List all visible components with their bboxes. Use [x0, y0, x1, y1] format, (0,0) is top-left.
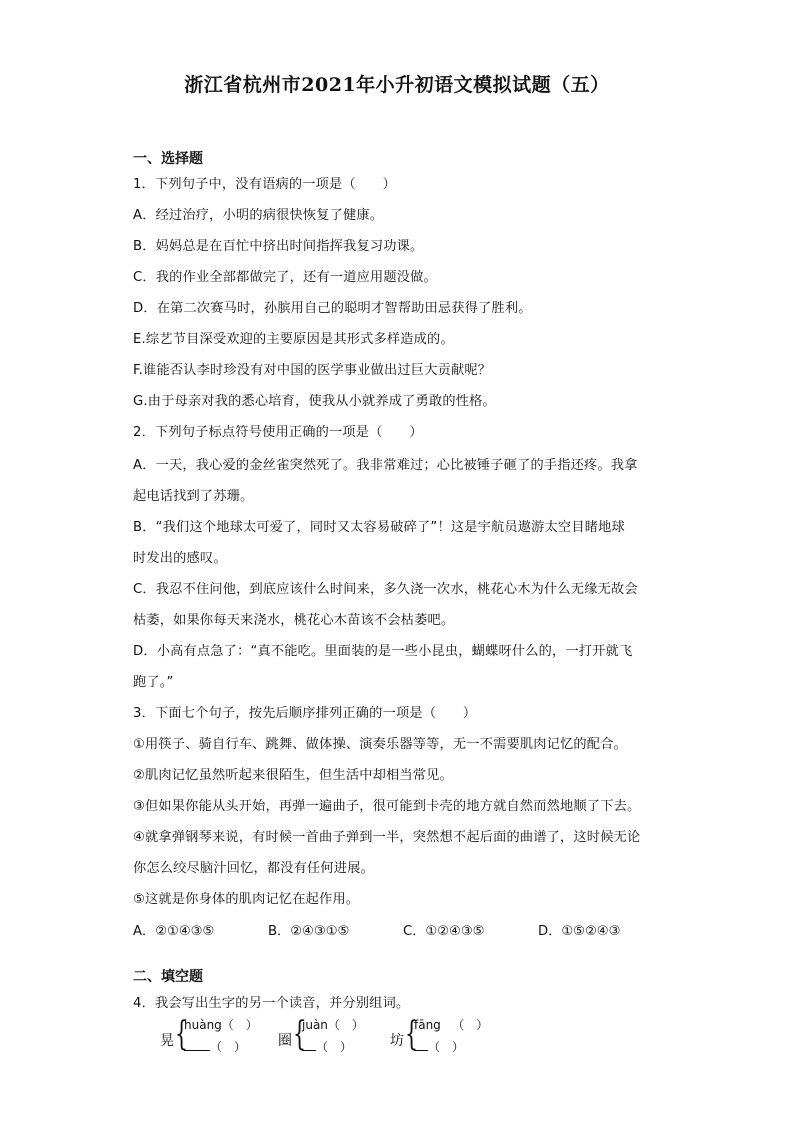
q1-option-a: A．经过治疗，小明的病很快恢复了健康。 — [133, 208, 384, 223]
q3-option-b: B．②④③①⑤ — [268, 924, 350, 939]
q1-option-g: G.由于母亲对我的悉心培育，使我从小就养成了勇敢的性格。 — [133, 394, 496, 409]
q1-option-c: C．我的作业全部都做完了，还有一道应用题没做。 — [133, 270, 437, 285]
answer-paren: （ ） — [327, 1018, 364, 1032]
q3-sentence: ④就拿弹钢琴来说，有时候一首曲子弹到一半，突然想不起后面的曲谱了，这时候无论 — [133, 830, 641, 845]
answer-paren: （ ） — [452, 1018, 489, 1032]
q1-option-f: F.谁能否认李时珍没有对中国的医学事业做出过巨大贡献呢？ — [133, 363, 492, 378]
q2-text-line: 枯萎，如果你每天来浇水，桃花心木苗该不会枯萎吧。 — [133, 613, 455, 628]
q2-text-line: A．一天，我心爱的金丝雀突然死了。我非常难过；心比被锤子砸了的手指还疼。我拿 — [133, 458, 638, 473]
question-4-stem: 4．我会写出生字的另一个读音，并分别组词。 — [133, 996, 410, 1011]
q1-option-d: D．在第二次赛马时，孙膑用自己的聪明才智帮助田忌获得了胜利。 — [133, 301, 532, 316]
brace: { — [175, 1014, 188, 1054]
q2-text-line: 跑了。” — [133, 675, 174, 690]
question-1-stem: 1．下列句子中，没有语病的一项是（ ） — [133, 177, 396, 192]
q2-text-line: 起电话找到了苏珊。 — [133, 489, 254, 504]
char-fang: 坊 — [390, 1033, 404, 1049]
page-title: 浙江省杭州市2021年小升初语文模拟试题（五） — [184, 74, 610, 96]
question-2-stem: 2．下列句子标点符号使用正确的一项是（ ） — [133, 425, 423, 440]
answer-blank[interactable] — [184, 1038, 210, 1051]
q3-sentence: ③但如果你能从头开始，再弹一遍曲子，很可能到卡壳的地方就自然而然地顺了下去。 — [133, 799, 641, 814]
q3-options — [133, 920, 673, 939]
q1-option-b: B．妈妈总是在百忙中挤出时间指挥我复习功课。 — [133, 239, 424, 254]
char-juan: 圈 — [278, 1033, 292, 1049]
q2-text-line: D．小高有点急了：“真不能吃。里面装的是一些小昆虫，蝴蝶呀什么的，一打开就飞 — [133, 644, 633, 659]
q3-option-a: A．②①④③⑤ — [133, 924, 215, 939]
q3-option-d: D．①⑤②④③ — [538, 924, 621, 939]
answer-paren: （ ） — [316, 1040, 353, 1054]
q3-sentence: ⑤这就是你身体的肌肉记忆在起作用。 — [133, 892, 360, 907]
answer-paren: （ ） — [210, 1040, 247, 1054]
brace: { — [405, 1014, 418, 1054]
q2-text-line: B．“我们这个地球太可爱了，同时又太容易破碎了”！这是宇航员遨游太空目睹地球 — [133, 520, 625, 535]
q3-sentence: ①用筷子、骑自行车、跳舞、做体操、演奏乐器等等，无一不需要肌肉记忆的配合。 — [133, 737, 627, 752]
pinyin-huang: huàng — [184, 1018, 222, 1032]
q3-option-c: C．①②④③⑤ — [403, 924, 485, 939]
answer-paren: （ ） — [221, 1018, 258, 1032]
q3-sentence: 你怎么绞尽脑汁回忆，都没有任何进展。 — [133, 861, 374, 876]
q1-option-e: E.综艺节目深受欢迎的主要原因是其形式多样造成的。 — [133, 332, 454, 347]
answer-blank[interactable] — [302, 1038, 316, 1051]
brace: { — [293, 1014, 306, 1054]
q2-text-line: C．我忍不住问他，到底应该什么时间来，多久浇一次水，桃花心木为什么无缘无故会 — [133, 582, 638, 597]
answer-paren: （ ） — [428, 1040, 465, 1054]
pinyin-juan: juàn — [302, 1018, 328, 1032]
pinyin-fang: fāng — [414, 1018, 441, 1032]
char-huang: 晃 — [160, 1033, 174, 1049]
answer-blank[interactable] — [414, 1038, 428, 1051]
q3-sentence: ②肌肉记忆虽然听起来很陌生，但生活中却相当常见。 — [133, 768, 453, 783]
section-heading-choice: 一、选择题 — [133, 151, 203, 167]
section-heading-fill: 二、填空题 — [133, 969, 203, 985]
q2-text-line: 时发出的感叹。 — [133, 551, 227, 566]
question-3-stem: 3．下面七个句子，按先后顺序排列正确的一项是（ ） — [133, 706, 477, 721]
